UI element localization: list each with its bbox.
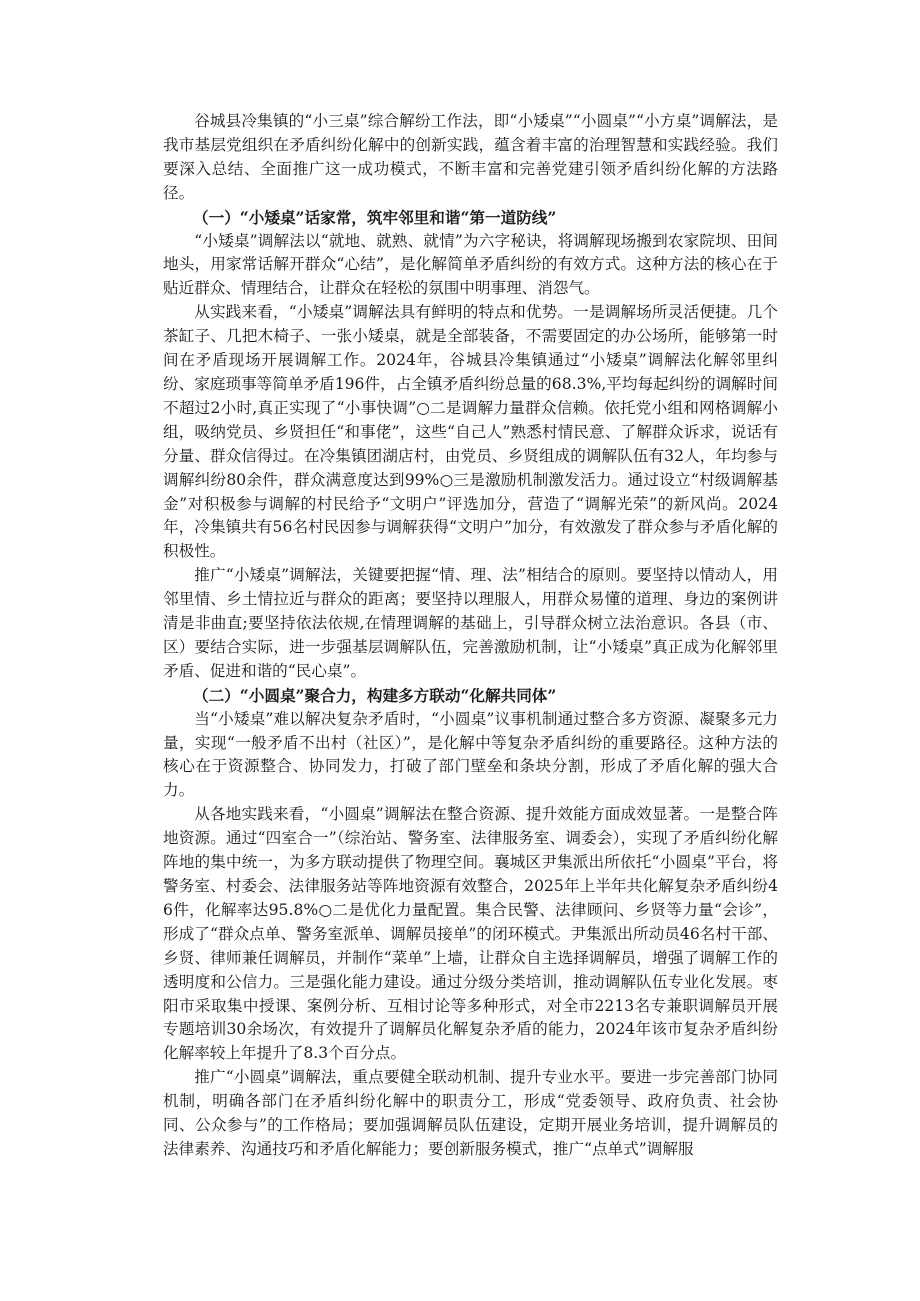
section2-paragraph-2: 从各地实践来看，“小圆桌”调解法在整合资源、提升效能方面成效显著。一是整合阵地资源。通过“四室合一”（综治站、警务室、法律服务室、调委会），实现了矛盾纠纷化解阵地的集中统一，为多方联动提供了物理空间。襄城区尹集派出所依托“小圆桌”平台，将警务室、村委会、法律服务站等阵地资源有效整合，2025年上半年共化解复杂矛盾纠纷46件，化解率达95.8%○二是优化力量配置。集合民警、法律顾问、乡贤等力量“会诊”，形成了“群众点单、警务室派单、调解员接单”的闭环模式。尹集派出所动员46名村干部、乡贤、律师兼任调解员，并制作“菜单”上墙，让群众自主选择调解员，增强了调解工作的透明度和公信力。三是强化能力建设。通过分级分类培训，推动调解队伍专业化发展。枣阳市采取集中授课、案例分析、互相讨论等多种形式，对全市2213名专兼职调解员开展专题培训30余场次，有效提升了调解员化解复杂矛盾的能力，2024年该市复杂矛盾纠纷化解率较上年提升了8.3个百分点。 xyxy=(163,805,778,1063)
intro-paragraph: 谷城县冷集镇的“小三桌”综合解纷工作法，即“小矮桌”“小圆桌”“小方桌”调解法，是我市基层党组织在矛盾纠纷化解中的创新实践，蕴含着丰富的治理智慧和实践经验。我们要深入总结、全面推广这一成功模式，不断丰富和完善党建引领矛盾纠纷化解的方法路径。 xyxy=(163,112,778,202)
article-body xyxy=(163,110,778,1162)
section2-paragraph-1: 当“小矮桌”难以解决复杂矛盾时，“小圆桌”议事机制通过整合多方资源、凝聚多元力量，实现“一般矛盾不出村（社区）”，是化解中等复杂矛盾纠纷的重要路径。这种方法的核心在于资源整合、协同发力，打破了部门壁垒和条块分割，形成了矛盾化解的强大合力。 xyxy=(163,709,778,800)
section-heading-xiao-yuan-zhuo: （二）“小圆桌”聚合力，构建多方联动“化解共同体” xyxy=(193,685,557,705)
section-heading-xiao-ai-zhuo: （一）“小矮桌”话家常，筑牢邻里和谐“第一道防线” xyxy=(193,207,557,227)
section2-paragraph-3: 推广“小圆桌”调解法，重点要健全联动机制、提升专业水平。要进一步完善部门协同机制，明确各部门在矛盾纠纷化解中的职责分工，形成“党委领导、政府负责、社会协同、公众参与”的工作格局；要加强调解员队伍建设，定期开展业务培训，提升调解员的法律素养、沟通技巧和矛盾化解能力；要创新服务模式，推广“点单式”调解服 xyxy=(163,1068,778,1158)
section1-paragraph-2: 从实践来看，“小矮桌”调解法具有鲜明的特点和优势。一是调解场所灵活便捷。几个茶缸子、几把木椅子、一张小矮桌，就是全部装备，不需要固定的办公场所，能够第一时间在矛盾现场开展调解工作。2024年，谷城县冷集镇通过“小矮桌”调解法化解邻里纠纷、家庭琐事等简单矛盾196件，占全镇矛盾纠纷总量的68.3%,平均每起纠纷的调解时间不超过2小时,真正实现了“小事快调”○二是调解力量群众信赖。依托党小组和网格调解小组，吸纳党员、乡贤担任“和事佬”，这些“自己人”熟悉村情民意、了解群众诉求，说话有分量、群众信得过。在冷集镇团湖店村，由党员、乡贤组成的调解队伍有32人，年均参与调解纠纷80余件，群众满意度达到99%○三是激励机制激发活力。通过设立“村级调解基金”对积极参与调解的村民给予“文明户”评选加分，营造了“调解光荣”的新风尚。2024年，冷集镇共有56名村民因参与调解获得“文明户”加分，有效激发了群众参与矛盾化解的积极性。 xyxy=(163,303,778,561)
section1-paragraph-1: “小矮桌”调解法以“就地、就熟、就情”为六字秘诀，将调解现场搬到农家院坝、田间地头，用家常话解开群众“心结”，是化解简单矛盾纠纷的有效方式。这种方法的核心在于贴近群众、情理结合，让群众在轻松的氛围中明事理、消怨气。 xyxy=(163,231,778,298)
section1-paragraph-3: 推广“小矮桌”调解法，关键要把握“情、理、法”相结合的原则。要坚持以情动人，用邻里情、乡土情拉近与群众的距离；要坚持以理服人，用群众易懂的道理、身边的案例讲清是非曲直;要坚持依法依规,在情理调解的基础上，引导群众树立法治意识。各县（市、区）要结合实际，进一步强基层调解队伍，完善激励机制，让“小矮桌”真正成为化解邻里矛盾、促进和谐的“民心桌”。 xyxy=(163,566,778,680)
